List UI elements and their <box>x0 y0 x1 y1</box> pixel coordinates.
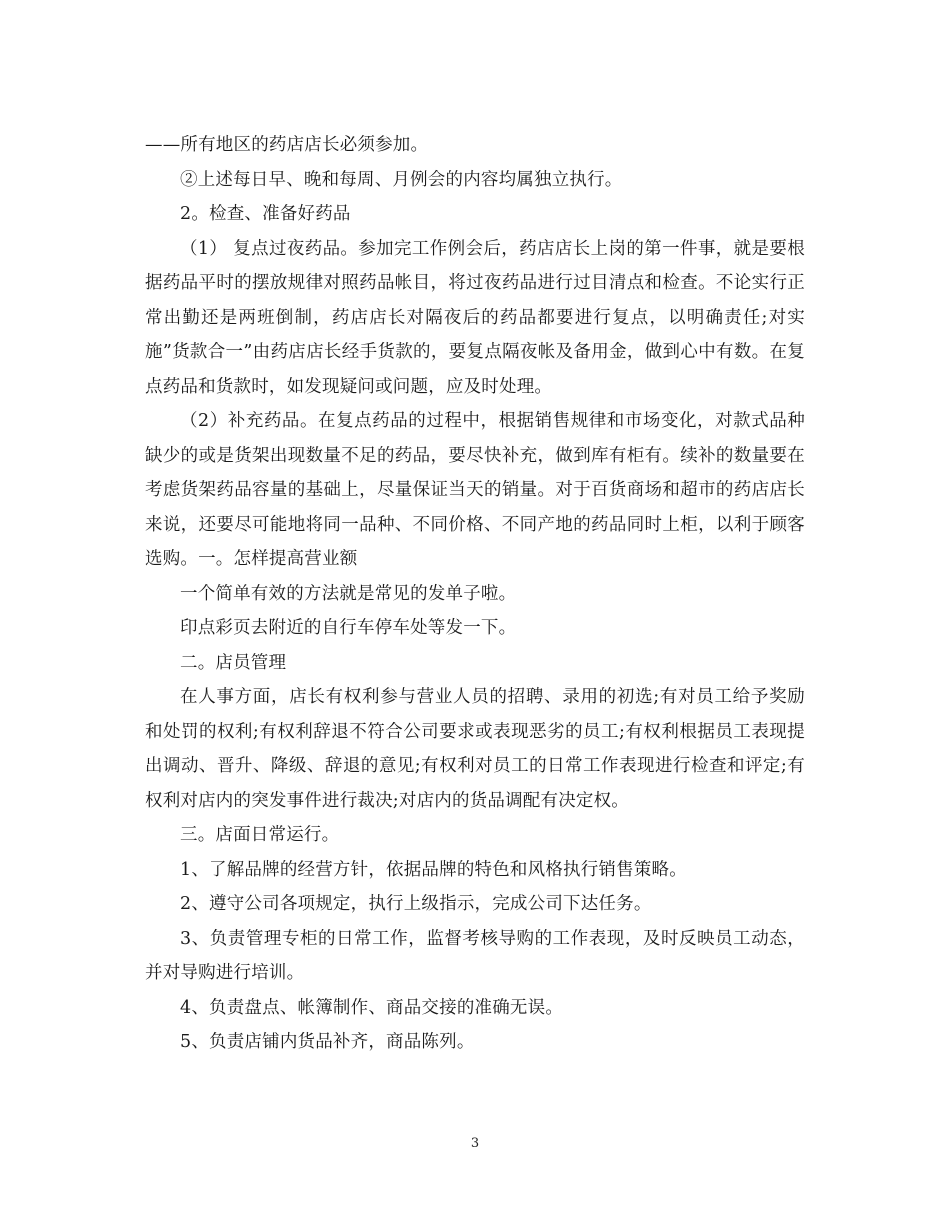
document-body <box>145 128 805 1060</box>
paragraph-recount-medicine: （1） 复点过夜药品。参加完工作例会后，药店店长上岗的第一件事，就是要根据药品平时的摆放规律对照药品帐目，将过夜药品进行过目清点和检查。不论实行正常出勤还是两班倒制，药店店长对隔夜后的药品都要进行复点，以明确责任;对实施”货款合一”由药店店长经手货款的，要复点隔夜帐及备用金，做到心中有数。在复点药品和货款时，如发现疑问或问题，应及时处理。 <box>145 238 805 397</box>
list-item-company-rules: 2、遵守公司各项规定，执行上级指示，完成公司下达任务。 <box>180 894 652 914</box>
section-heading-check-medicine: 2。检查、准备好药品 <box>180 204 351 224</box>
paragraph-color-pages: 印点彩页去附近的自行车停车处等发一下。 <box>180 618 517 638</box>
paragraph-meeting-note: ②上述每日早、晚和每周、月例会的内容均属独立执行。 <box>180 169 623 190</box>
section-heading-daily-operation: 三。店面日常运行。 <box>180 825 340 845</box>
list-item-merchandise-display: 5、负责店铺内货品补齐，商品陈列。 <box>180 1032 475 1052</box>
paragraph-personnel-rights: 在人事方面，店长有权利参与营业人员的招聘、录用的初选;有对员工给予奖励和处罚的权利;有权利辞退不符合公司要求或表现恶劣的员工;有权利根据员工表现提出调动、晋升、降级、辞退的意见;有权利对员工的日常工作表现进行检查和评定;有权利对店内的突发事件进行裁决;对店内的货品调配有决定权。 <box>145 687 805 811</box>
section-heading-staff-management: 二。店员管理 <box>180 652 287 673</box>
list-item-inventory: 4、负责盘点、帐簿制作、商品交接的准确无误。 <box>180 997 564 1018</box>
list-item-counter-management: 3、负责管理专柜的日常工作，监督考核导购的工作表现，及时反映员工动态，并对导购进行培训。 <box>145 928 805 983</box>
paragraph-attendance-note: ——所有地区的药店店长必须参加。 <box>145 135 429 155</box>
paragraph-flyers: 一个简单有效的方法就是常见的发单子啦。 <box>180 583 517 604</box>
list-item-brand-policy: 1、了解品牌的经营方针，依据品牌的特色和风格执行销售策略。 <box>180 859 687 880</box>
page-number: 3 <box>470 1136 480 1151</box>
paragraph-replenish-medicine: （2）补充药品。在复点药品的过程中，根据销售规律和市场变化，对款式品种缺少的或是货架出现数量不足的药品，要尽快补充，做到库有柜有。续补的数量要在考虑货架药品容量的基础上，尽量保证当天的销量。对于百货商场和超市的药店店长来说，还要尽可能地将同一品种、不同价格、不同产地的药品同时上柜，以利于顾客选购。一。怎样提高营业额 <box>145 411 805 569</box>
